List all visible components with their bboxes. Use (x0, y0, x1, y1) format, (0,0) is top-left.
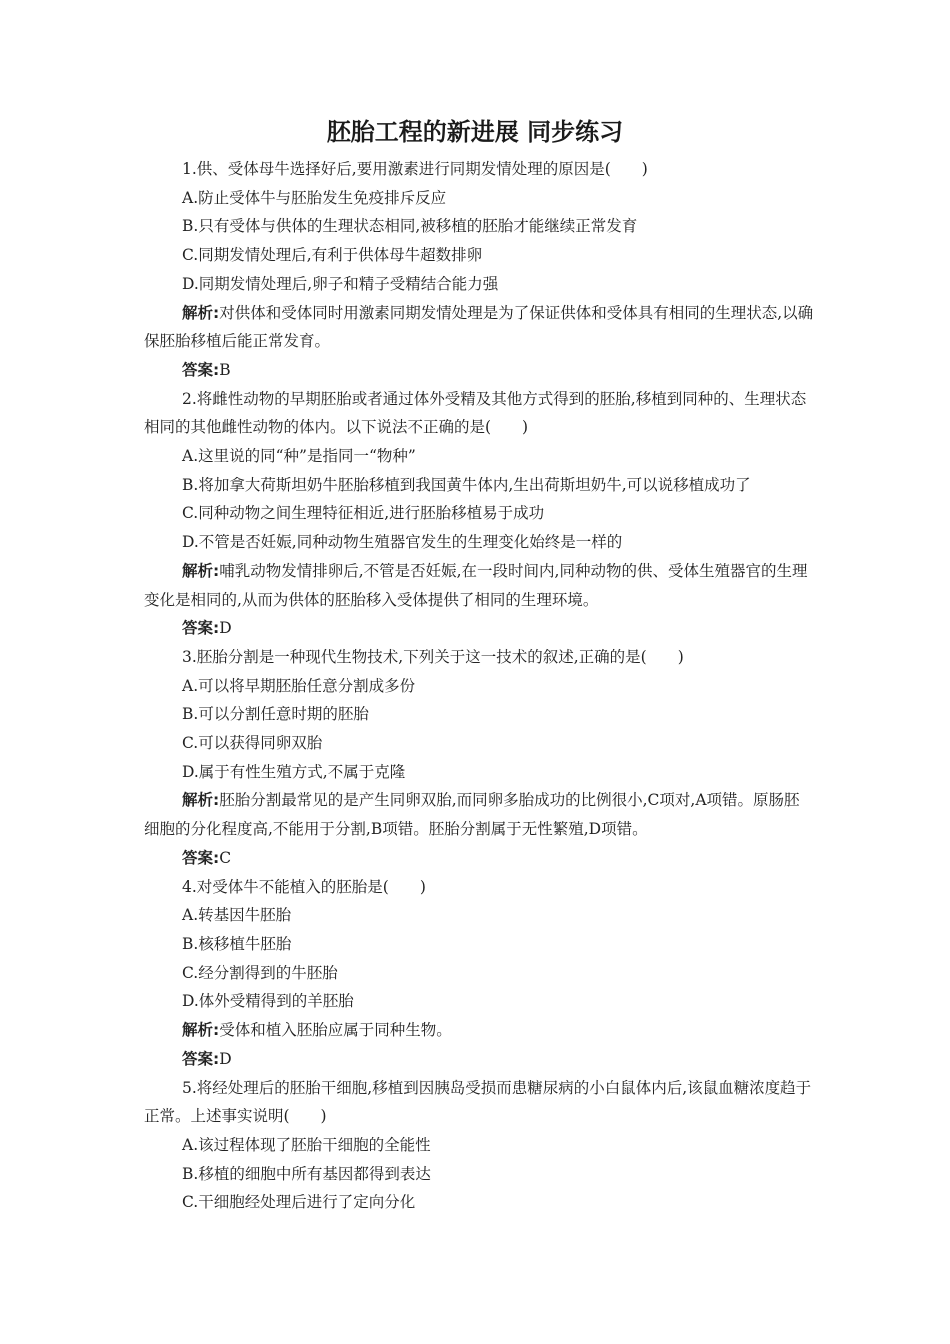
question-3-analysis (144, 786, 814, 843)
page-title: 胚胎工程的新进展 同步练习 (326, 117, 624, 146)
question-1-option-a: A.防止受体牛与胚胎发生免疫排斥反应 (182, 188, 447, 207)
question-4-option-d: D.体外受精得到的羊胚胎 (182, 992, 354, 1011)
question-4-analysis (144, 1016, 814, 1045)
analysis-label: 解析: (182, 303, 220, 322)
question-4-analysis-text: 受体和植入胚胎应属于同种生物。 (219, 1021, 452, 1040)
question-5-option-a: A.该过程体现了胚胎干细胞的全能性 (182, 1135, 431, 1154)
question-1-answer-value: B (219, 360, 231, 379)
question-2-option-d: D.不管是否妊娠,同种动物生殖器官发生的生理变化始终是一样的 (182, 533, 623, 552)
question-3-option-b: B.可以分割任意时期的胚胎 (182, 705, 369, 724)
question-1-answer (144, 356, 814, 385)
question-5-stem: 5.将经处理后的胚胎干细胞,移植到因胰岛受损而患糖尿病的小白鼠体内后,该鼠血糖浓度趋于正常。上述事实说明( ) (144, 1078, 812, 1126)
question-3-answer-value: C (219, 848, 232, 867)
question-2-option-a: A.这里说的同“种”是指同一“物种” (182, 447, 416, 466)
analysis-label: 解析: (182, 1021, 220, 1040)
question-1-option-c: C.同期发情处理后,有利于供体母牛超数排卵 (182, 246, 483, 265)
answer-label: 答案: (182, 1049, 220, 1068)
question-3-option-a: A.可以将早期胚胎任意分割成多份 (182, 676, 416, 695)
question-4-answer-value: D (219, 1049, 232, 1068)
question-5-option-c: C.干细胞经处理后进行了定向分化 (182, 1193, 416, 1212)
question-4-stem: 4.对受体牛不能植入的胚胎是( ) (182, 877, 426, 896)
question-4-answer (144, 1045, 814, 1074)
question-3-answer (144, 844, 814, 873)
question-1-option-d: D.同期发情处理后,卵子和精子受精结合能力强 (182, 274, 499, 293)
question-list (144, 155, 814, 1217)
analysis-label: 解析: (182, 561, 220, 580)
answer-label: 答案: (182, 360, 220, 379)
question-3-analysis-text: 胚胎分割最常见的是产生同卵双胎,而同卵多胎成功的比例很小,C项对,A项错。原肠胚细胞的分化程度高,不能用于分割,B项错。胚胎分割属于无性繁殖,D项错。 (144, 791, 800, 839)
question-4-option-a: A.转基因牛胚胎 (182, 906, 292, 925)
question-2-analysis-text: 哺乳动物发情排卵后,不管是否妊娠,在一段时间内,同种动物的供、受体生殖器官的生理变化是相同的,从而为供体的胚胎移入受体提供了相同的生理环境。 (144, 561, 808, 609)
question-2-analysis (144, 557, 814, 614)
question-3-option-d: D.属于有性生殖方式,不属于克隆 (182, 762, 406, 781)
question-2-stem: 2.将雌性动物的早期胚胎或者通过体外受精及其他方式得到的胚胎,移植到同种的、生理状态相同的其他雌性动物的体内。以下说法不正确的是( ) (144, 389, 807, 437)
analysis-label: 解析: (182, 791, 220, 810)
question-2-answer-value: D (219, 619, 232, 638)
question-3-option-c: C.可以获得同卵双胎 (182, 734, 323, 753)
question-2-option-c: C.同种动物之间生理特征相近,进行胚胎移植易于成功 (182, 504, 545, 523)
answer-label: 答案: (182, 619, 220, 638)
question-1-option-b: B.只有受体与供体的生理状态相同,被移植的胚胎才能继续正常发育 (182, 217, 638, 236)
answer-label: 答案: (182, 848, 220, 867)
question-2-answer (144, 614, 814, 643)
question-1-analysis-text: 对供体和受体同时用激素同期发情处理是为了保证供体和受体具有相同的生理状态,以确保胚胎移植后能正常发育。 (144, 303, 814, 351)
question-2-option-b: B.将加拿大荷斯坦奶牛胚胎移植到我国黄牛体内,生出荷斯坦奶牛,可以说移植成功了 (182, 475, 751, 494)
question-3-stem: 3.胚胎分割是一种现代生物技术,下列关于这一技术的叙述,正确的是( ) (182, 647, 684, 666)
question-1-analysis (144, 299, 814, 356)
question-4-option-b: B.核移植牛胚胎 (182, 934, 292, 953)
question-1-stem: 1.供、受体母牛选择好后,要用激素进行同期发情处理的原因是( ) (182, 160, 648, 178)
question-5-option-b: B.移植的细胞中所有基因都得到表达 (182, 1164, 431, 1183)
question-4-option-c: C.经分割得到的牛胚胎 (182, 963, 338, 982)
